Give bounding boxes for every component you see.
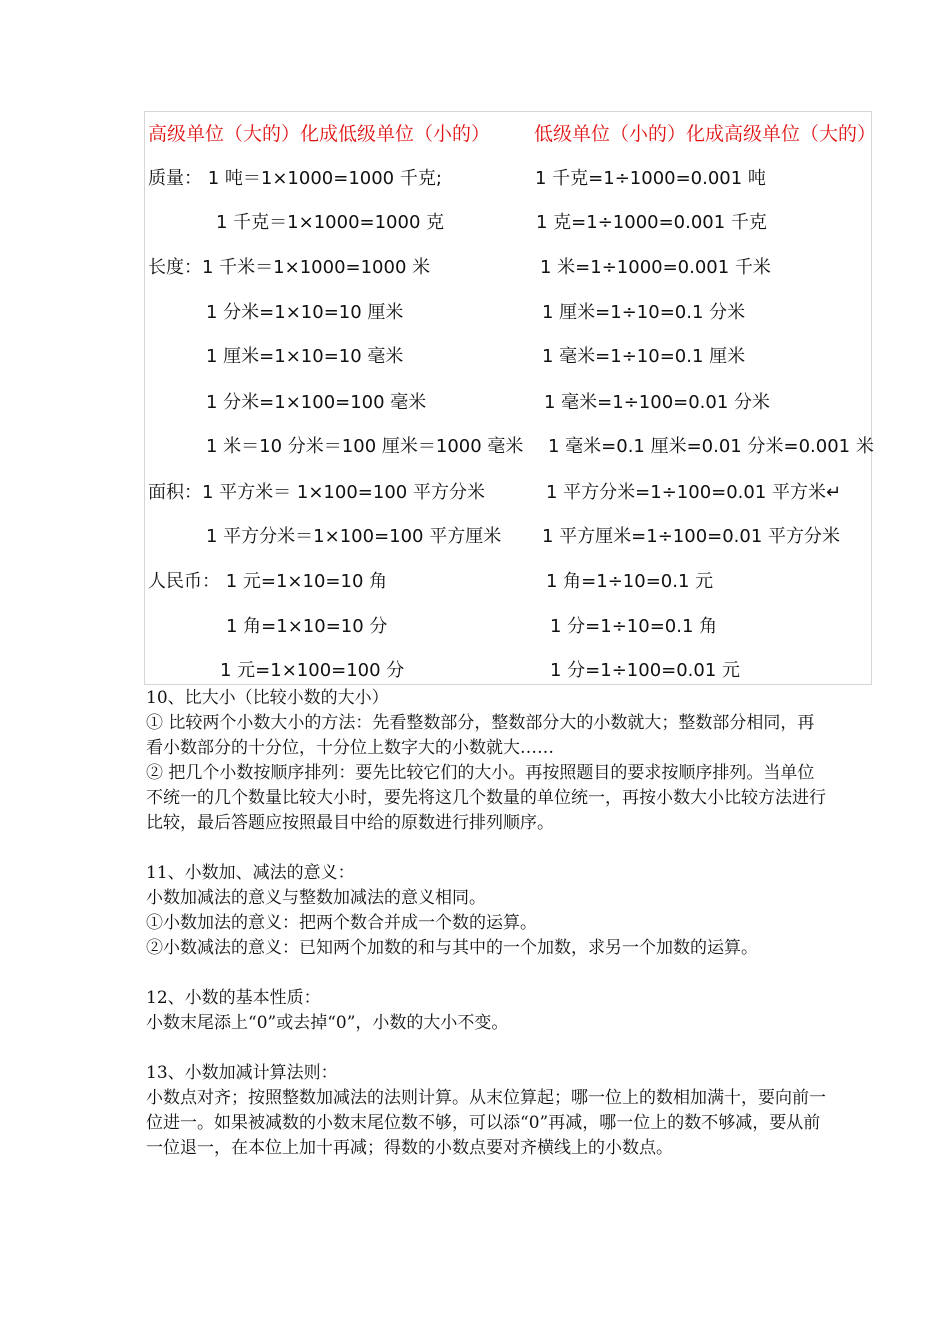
row-left-10: 人民币： 1 元=1×10=10 角: [148, 571, 388, 592]
header-high-to-low: 高级单位（大的）化成低级单位（小的）: [148, 123, 491, 145]
row-left-2: 1 千克＝1×1000=1000 克: [216, 212, 445, 233]
row-right-7: 1 毫米=0.1 厘米=0.01 分米=0.001 米: [548, 436, 874, 457]
row-right-11: 1 分=1÷10=0.1 角: [550, 616, 718, 637]
section-13-title: 13、小数加减计算法则：: [146, 1063, 338, 1083]
section-11: [146, 861, 826, 961]
row-left-4: 1 分米=1×10=10 厘米: [206, 302, 404, 323]
row-right-12: 1 分=1÷100=0.01 元: [550, 660, 741, 681]
row-left-3: 长度：1 千米＝1×1000=1000 米: [148, 257, 431, 278]
row-right-5: 1 毫米=1÷10=0.1 厘米: [542, 346, 746, 367]
row-right-2: 1 克=1÷1000=0.001 千克: [536, 212, 767, 233]
row-right-1: 1 千克=1÷1000=0.001 吨: [535, 168, 766, 189]
row-left-8: 面积：1 平方米＝ 1×100=100 平方分米: [148, 482, 485, 503]
row-left-12: 1 元=1×100=100 分: [220, 660, 405, 681]
section-11-title: 11、小数加、减法的意义：: [146, 863, 355, 883]
row-right-9: 1 平方厘米=1÷100=0.01 平方分米: [542, 526, 841, 547]
section-10-p2: ② 把几个小数按顺序排列：要先比较它们的大小。再按照题目的要求按顺序排列。当单位不统一的几个数量比较大小时，要先将这几个数量的单位统一，再按小数大小比较方法进行比较，最后答题应按照最目中给的原数进行排列顺序。: [146, 763, 826, 833]
section-13: [146, 1061, 826, 1161]
row-right-4: 1 厘米=1÷10=0.1 分米: [542, 302, 746, 323]
section-13-p1: 小数点对齐；按照整数加减法的法则计算。从末位算起；哪一位上的数相加满十，要向前一位进一。如果被减数的小数末尾位数不够，可以添“0”再减，哪一位上的数不够减，要从前一位退一，在本位上加十再减；得数的小数点要对齐横线上的小数点。: [146, 1088, 826, 1158]
row-left-7: 1 米＝10 分米＝100 厘米＝1000 毫米: [206, 436, 524, 457]
row-left-11: 1 角=1×10=10 分: [226, 616, 388, 637]
section-11-p3: ②小数减法的意义：已知两个加数的和与其中的一个加数，求另一个加数的运算。: [146, 938, 758, 958]
section-10-title: 10、比大小（比较小数的大小）: [146, 688, 389, 708]
section-11-p1: 小数加减法的意义与整数加减法的意义相同。: [146, 888, 486, 908]
section-12: [146, 986, 826, 1036]
row-right-8: 1 平方分米=1÷100=0.01 平方米↵: [546, 482, 842, 503]
row-right-10: 1 角=1÷10=0.1 元: [546, 571, 714, 592]
row-right-6: 1 毫米=1÷100=0.01 分米: [544, 392, 771, 413]
section-10-p1: ① 比较两个小数大小的方法：先看整数部分，整数部分大的小数就大；整数部分相同，再看小数部分的十分位，十分位上数字大的小数就大……: [146, 713, 815, 758]
row-left-6: 1 分米=1×100=100 毫米: [206, 392, 427, 413]
row-left-5: 1 厘米=1×10=10 毫米: [206, 346, 404, 367]
section-10: [146, 686, 826, 836]
section-11-p2: ①小数加法的意义：把两个数合并成一个数的运算。: [146, 913, 537, 933]
row-right-3: 1 米=1÷1000=0.001 千米: [540, 257, 771, 278]
header-low-to-high: 低级单位（小的）化成高级单位（大的）: [534, 123, 877, 145]
section-12-title: 12、小数的基本性质：: [146, 988, 321, 1008]
row-left-1: 质量： 1 吨＝1×1000=1000 千克;: [148, 168, 442, 189]
section-12-p1: 小数末尾添上“0”或去掉“0”，小数的大小不变。: [146, 1013, 509, 1033]
row-left-9: 1 平方分米＝1×100=100 平方厘米: [206, 526, 502, 547]
